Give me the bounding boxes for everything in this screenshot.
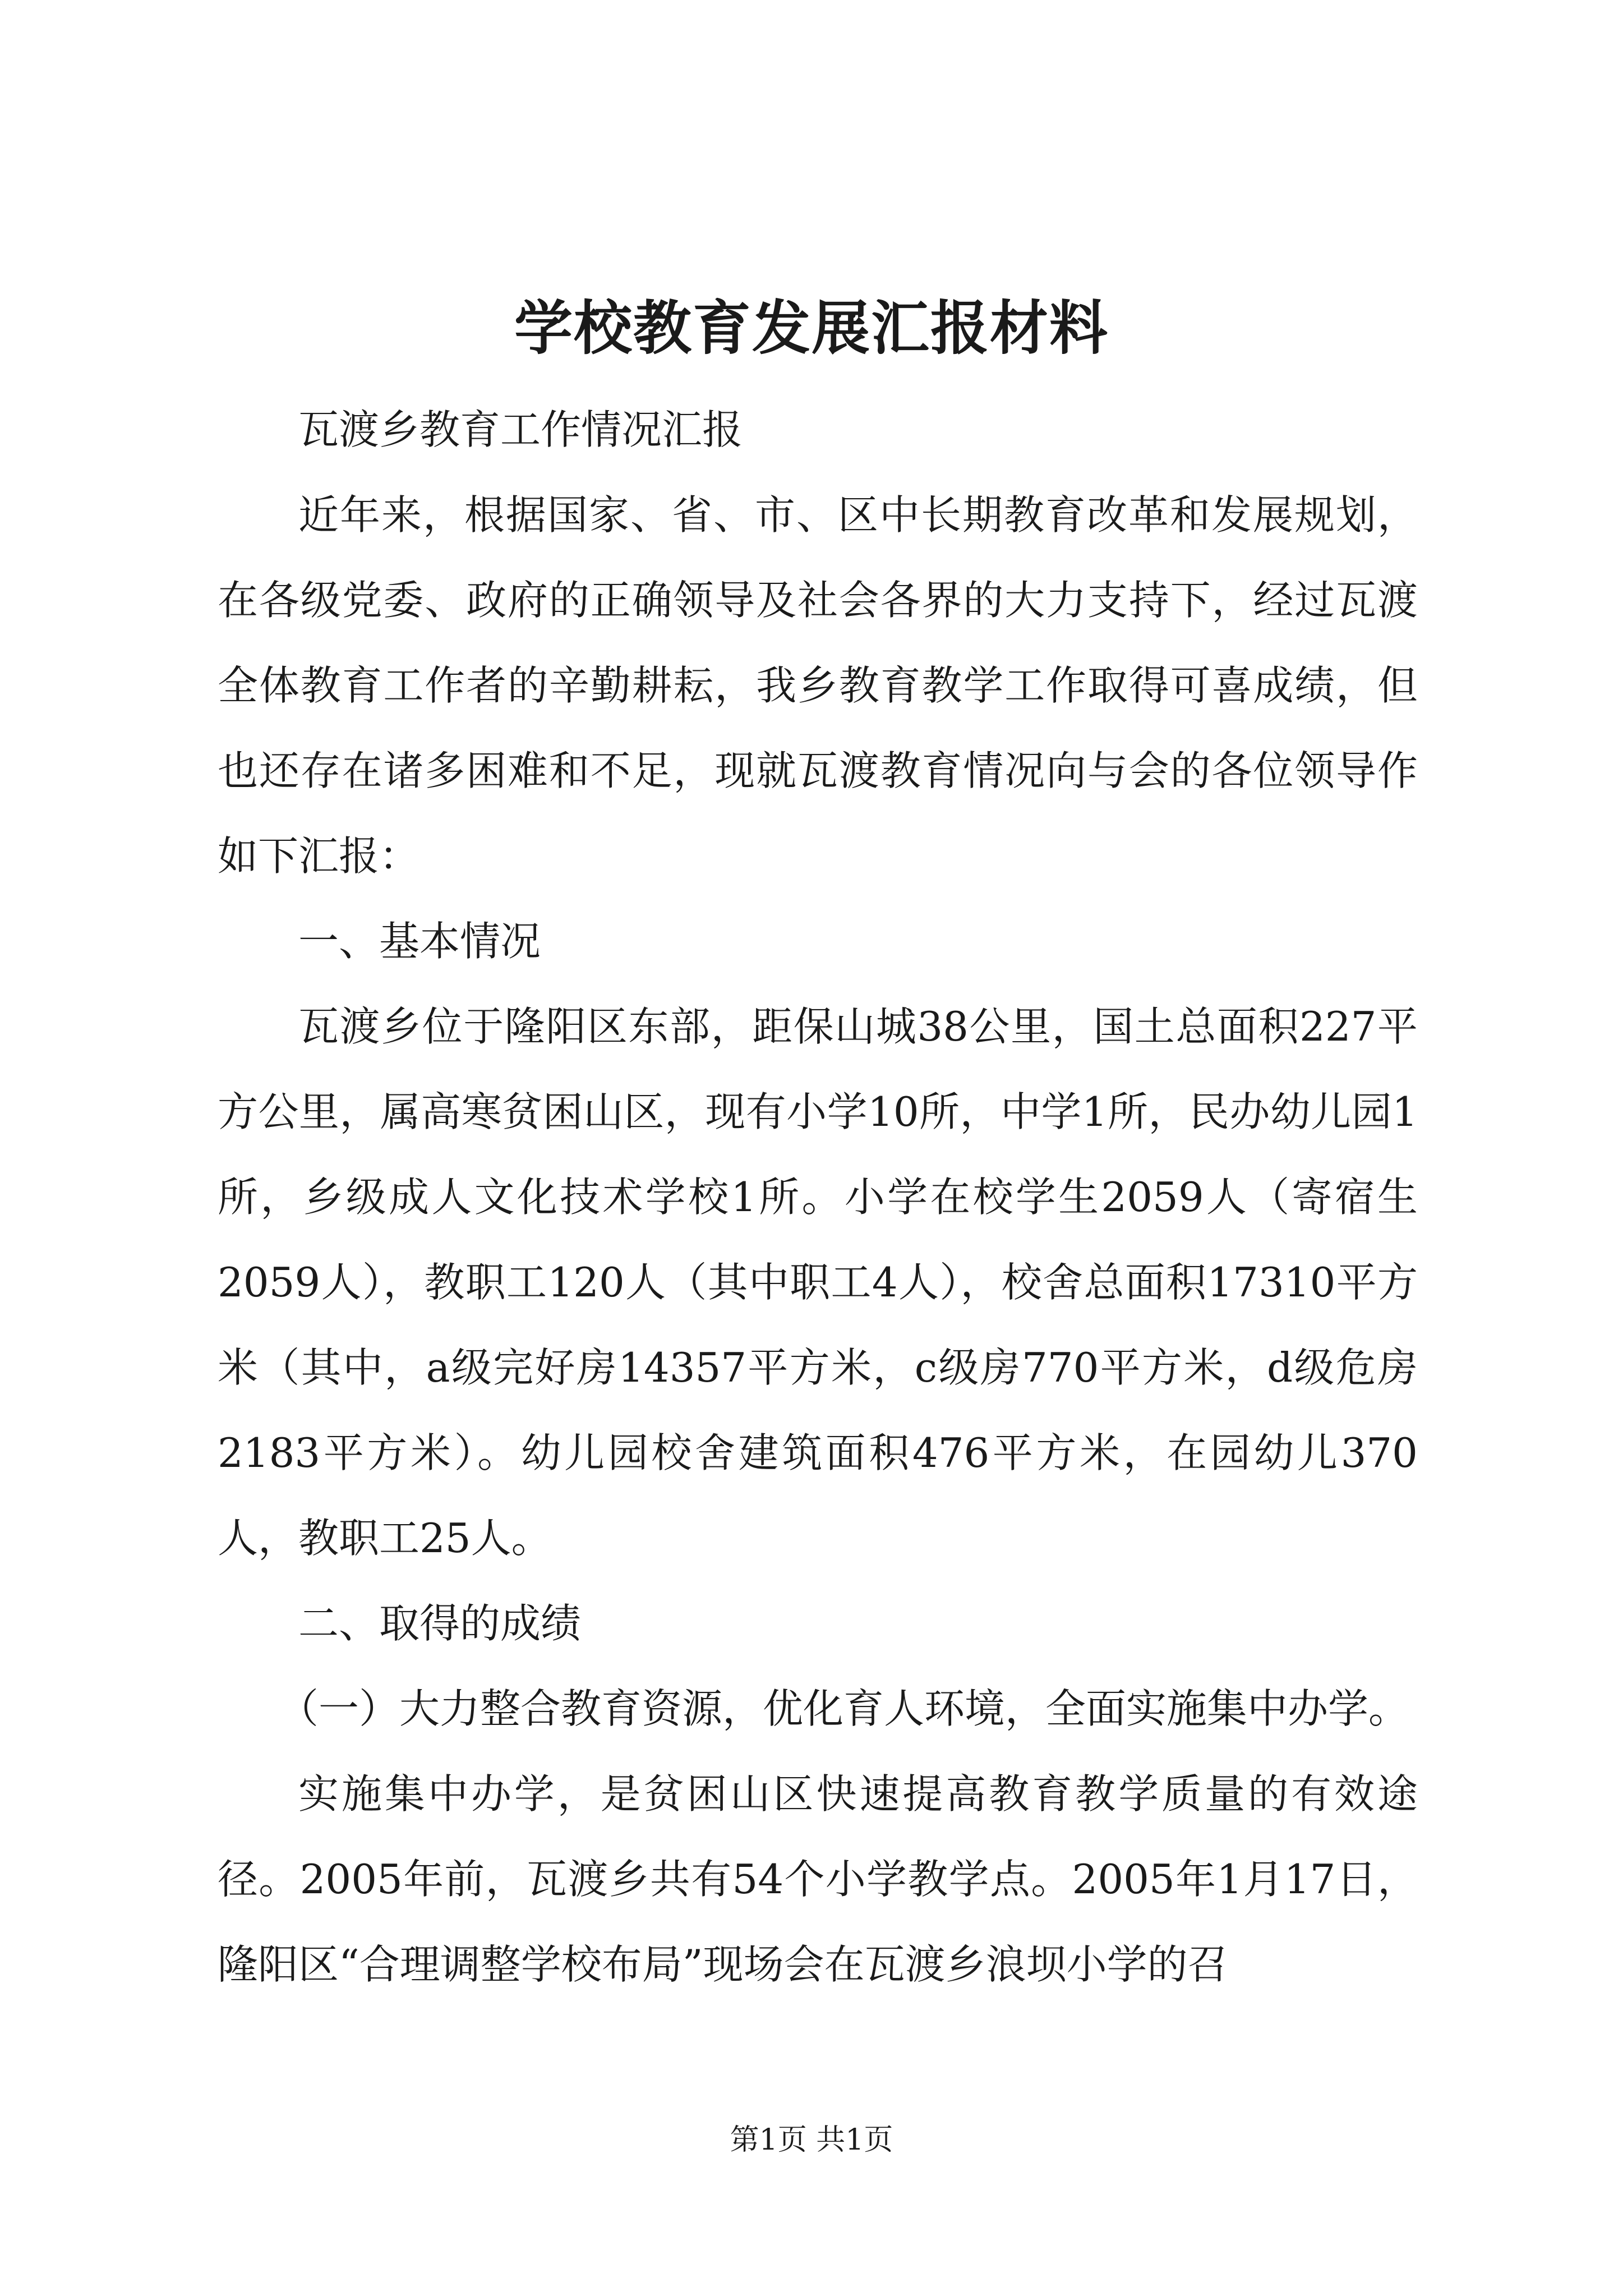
section-heading-achievements: 二、取得的成绩 xyxy=(298,1600,582,1647)
section-heading-basic: 一、基本情况 xyxy=(298,918,541,965)
page-number-footer: 第1页 共1页 xyxy=(730,2123,893,2157)
paragraph-subtitle: 瓦渡乡教育工作情况汇报 xyxy=(298,406,743,453)
document-body xyxy=(218,387,1418,2007)
document-title: 学校教育发展汇报材料 xyxy=(514,293,1109,362)
paragraph-consolidation: 实施集中办学，是贫困山区快速提高教育教学质量的有效途径。2005年前，瓦渡乡共有54个小学教学点。2005年1月17日，隆阳区“合理调整学校布局”现场会在瓦渡乡浪坝小学的召 xyxy=(218,1770,1418,1988)
paragraph-intro: 近年来，根据国家、省、市、区中长期教育改革和发展规划，在各级党委、政府的正确领导及社会各界的大力支持下，经过瓦渡全体教育工作者的辛勤耕耘，我乡教育教学工作取得可喜成绩，但也还存在诸多困难和不足，现就瓦渡教育情况向与会的各位领导作如下汇报： xyxy=(218,491,1418,880)
paragraph-basic-info: 瓦渡乡位于隆阳区东部，距保山城38公里，国土总面积227平方公里，属高寒贫困山区，现有小学10所，中学1所，民办幼儿园1所，乡级成人文化技术学校1所。小学在校学生2059人（寄宿生2059人），教职工120人（其中职工4人），校舍总面积17310平方米（其中，a级完好房14357平方米，c级房770平方米，d级危房2183平方米）。幼儿园校舍建筑面积476平方米，在园幼儿370人，教职工25人。 xyxy=(218,1003,1418,1562)
subsection-heading-1: （一）大力整合教育资源，优化育人环境，全面实施集中办学。 xyxy=(278,1685,1409,1732)
